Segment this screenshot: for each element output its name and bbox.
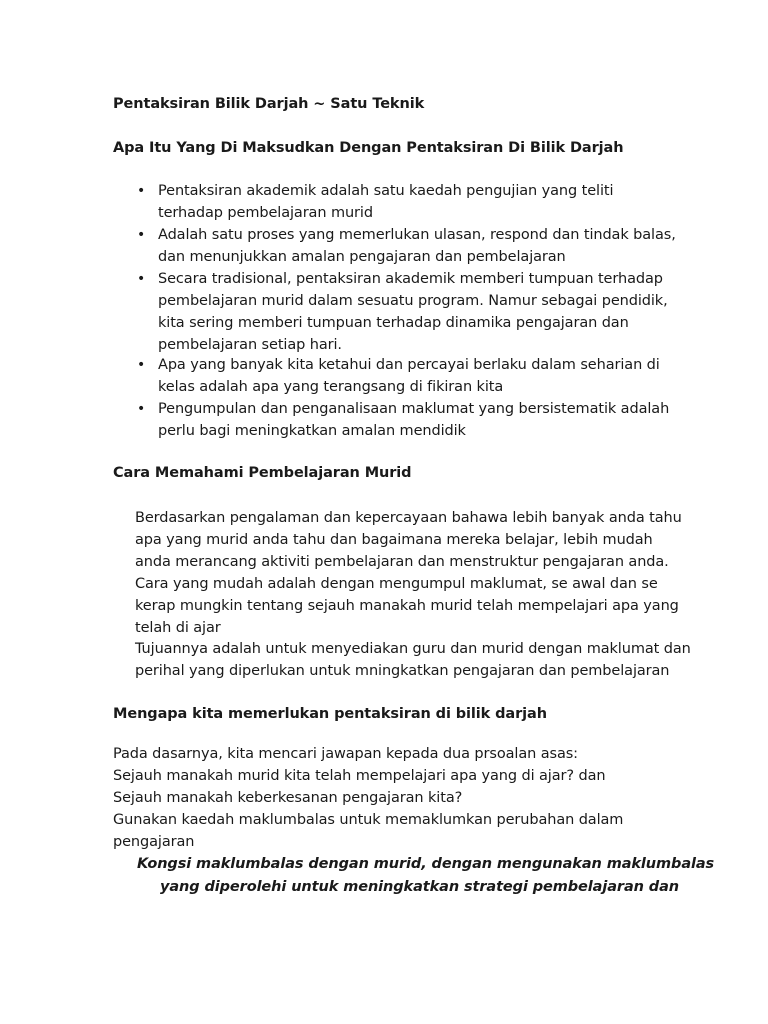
paragraph-line: Cara yang mudah adalah dengan mengumpul maklumat, se awal dan se <box>135 576 658 592</box>
document-title: Pentaksiran Bilik Darjah ~ Satu Teknik <box>113 96 425 112</box>
list-item-line: Apa yang banyak kita ketahui dan percayai berlaku dalam seharian di <box>158 357 660 373</box>
bullet-icon: • <box>137 401 146 417</box>
bullet-icon: • <box>137 271 146 287</box>
list-item-line: pembelajaran setiap hari. <box>158 337 342 353</box>
paragraph-line: Tujuannya adalah untuk menyediakan guru dan murid dengan maklumat dan <box>135 641 691 657</box>
bullet-icon: • <box>137 183 146 199</box>
list-item-line: kelas adalah apa yang terangsang di fikiran kita <box>158 379 504 395</box>
paragraph-line: Sejauh manakah murid kita telah mempelajari apa yang di ajar? dan <box>113 768 606 784</box>
paragraph-line: pengajaran <box>113 834 195 850</box>
emphasis-line: yang diperolehi untuk meningkatkan strategi pembelajaran dan <box>160 879 679 895</box>
paragraph-line: Gunakan kaedah maklumbalas untuk memaklumkan perubahan dalam <box>113 812 624 828</box>
section-heading-understanding: Cara Memahami Pembelajaran Murid <box>113 465 412 481</box>
section-heading-why: Mengapa kita memerlukan pentaksiran di bilik darjah <box>113 706 547 722</box>
list-item-line: Pengumpulan dan penganalisaan maklumat yang bersistematik adalah <box>158 401 670 417</box>
list-item-line: kita sering memberi tumpuan terhadap dinamika pengajaran dan <box>158 315 629 331</box>
list-item-line: perlu bagi meningkatkan amalan mendidik <box>158 423 466 439</box>
paragraph-line: kerap mungkin tentang sejauh manakah murid telah mempelajari apa yang <box>135 598 679 614</box>
list-item-line: Secara tradisional, pentaksiran akademik memberi tumpuan terhadap <box>158 271 663 287</box>
list-item-line: terhadap pembelajaran murid <box>158 205 373 221</box>
paragraph-line: anda merancang aktiviti pembelajaran dan menstruktur pengajaran anda. <box>135 554 669 570</box>
list-item-line: dan menunjukkan amalan pengajaran dan pembelajaran <box>158 249 566 265</box>
emphasis-line: Kongsi maklumbalas dengan murid, dengan mengunakan maklumbalas <box>137 856 715 872</box>
section-heading-definition: Apa Itu Yang Di Maksudkan Dengan Pentaksiran Di Bilik Darjah <box>113 140 624 156</box>
paragraph-line: perihal yang diperlukan untuk mningkatkan pengajaran dan pembelajaran <box>135 663 670 679</box>
paragraph-line: Sejauh manakah keberkesanan pengajaran kita? <box>113 790 463 806</box>
paragraph-line: telah di ajar <box>135 620 221 636</box>
bullet-icon: • <box>137 227 146 243</box>
list-item-line: Pentaksiran akademik adalah satu kaedah pengujian yang teliti <box>158 183 614 199</box>
paragraph-line: apa yang murid anda tahu dan bagaimana mereka belajar, lebih mudah <box>135 532 653 548</box>
paragraph-line: Berdasarkan pengalaman dan kepercayaan bahawa lebih banyak anda tahu <box>135 510 682 526</box>
list-item-line: pembelajaran murid dalam sesuatu program. Namur sebagai pendidik, <box>158 293 668 309</box>
bullet-icon: • <box>137 357 146 373</box>
paragraph-line: Pada dasarnya, kita mencari jawapan kepada dua prsoalan asas: <box>113 746 578 762</box>
list-item-line: Adalah satu proses yang memerlukan ulasan, respond dan tindak balas, <box>158 227 676 243</box>
